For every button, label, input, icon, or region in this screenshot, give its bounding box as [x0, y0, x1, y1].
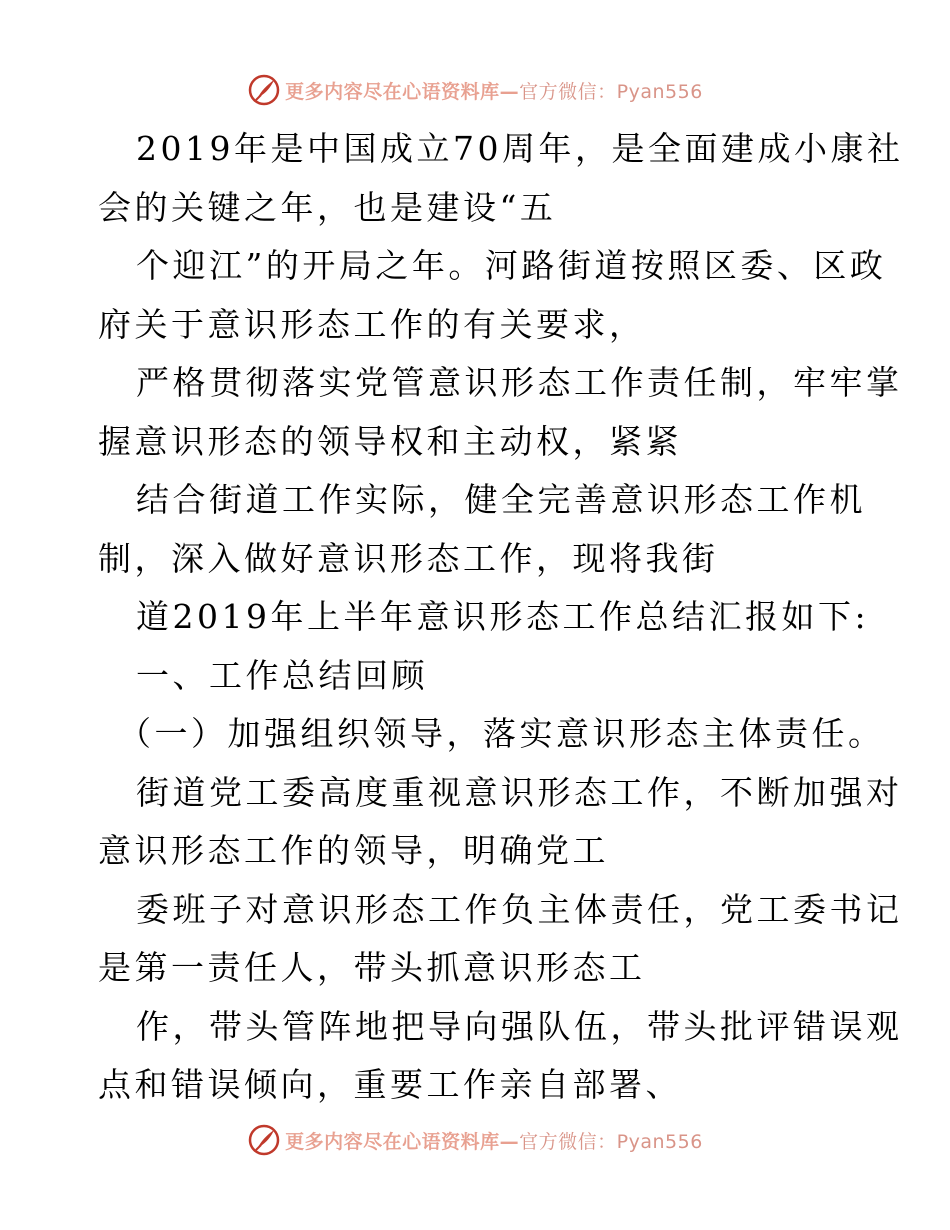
- footer-brand: [285, 1127, 703, 1154]
- header-brand-text: 更多内容尽在心语资料库: [285, 80, 500, 103]
- quill-logo-icon: [247, 1123, 281, 1157]
- text-line: 结合街道工作实际，健全完善意识形态工作机: [136, 480, 866, 519]
- text-line: 街道党工委高度重视意识形态工作，不断加强对: [136, 772, 903, 812]
- footer-brand-text: 更多内容尽在心语资料库: [285, 1130, 500, 1153]
- text-line: 是第一责任人，带头抓意识形态工: [98, 948, 646, 987]
- text-line: 个迎江”的开局之年。河路街道按照区委、区政: [136, 246, 887, 285]
- footer-contact: 官方微信：Pyan556: [519, 1130, 703, 1153]
- text-line: 制，深入做好意识形态工作，现将我街: [98, 538, 719, 578]
- document-body: [98, 120, 904, 1115]
- text-line: 意识形态工作的领导，明确党工: [98, 831, 609, 870]
- text-line: 委班子对意识形态工作负主体责任，党工委书记: [136, 889, 903, 929]
- text-line: 会的关键之年，也是建设“五: [98, 187, 557, 227]
- text-line: 点和错误倾向，重要工作亲自部署、: [98, 1065, 682, 1104]
- text-line: 握意识形态的领导权和主动权，紧紧: [98, 421, 682, 461]
- quill-logo-icon: [247, 73, 281, 107]
- text-line: 道2019年上半年意识形态工作总结汇报如下:: [136, 597, 870, 636]
- header-contact: 官方微信：Pyan556: [519, 80, 703, 103]
- text-line: 2019年是中国成立70周年，是全面建成小康社: [136, 129, 904, 168]
- header-brand: [285, 77, 703, 104]
- header-watermark: [0, 70, 950, 110]
- footer-separator: —: [499, 1130, 520, 1153]
- text-line: 严格贯彻落实党管意识形态工作责任制，牢牢掌: [136, 363, 903, 402]
- text-line: 作，带头管阵地把导向强队伍，带头批评错误观: [136, 1006, 903, 1046]
- text-line: 府关于意识形态工作的有关要求，: [98, 304, 646, 344]
- header-separator: —: [499, 80, 520, 103]
- subsection-heading: （一）加强组织领导，落实意识形态主体责任。: [118, 714, 885, 753]
- footer-watermark: [0, 1120, 950, 1160]
- section-heading: 一、工作总结回顾: [136, 655, 428, 695]
